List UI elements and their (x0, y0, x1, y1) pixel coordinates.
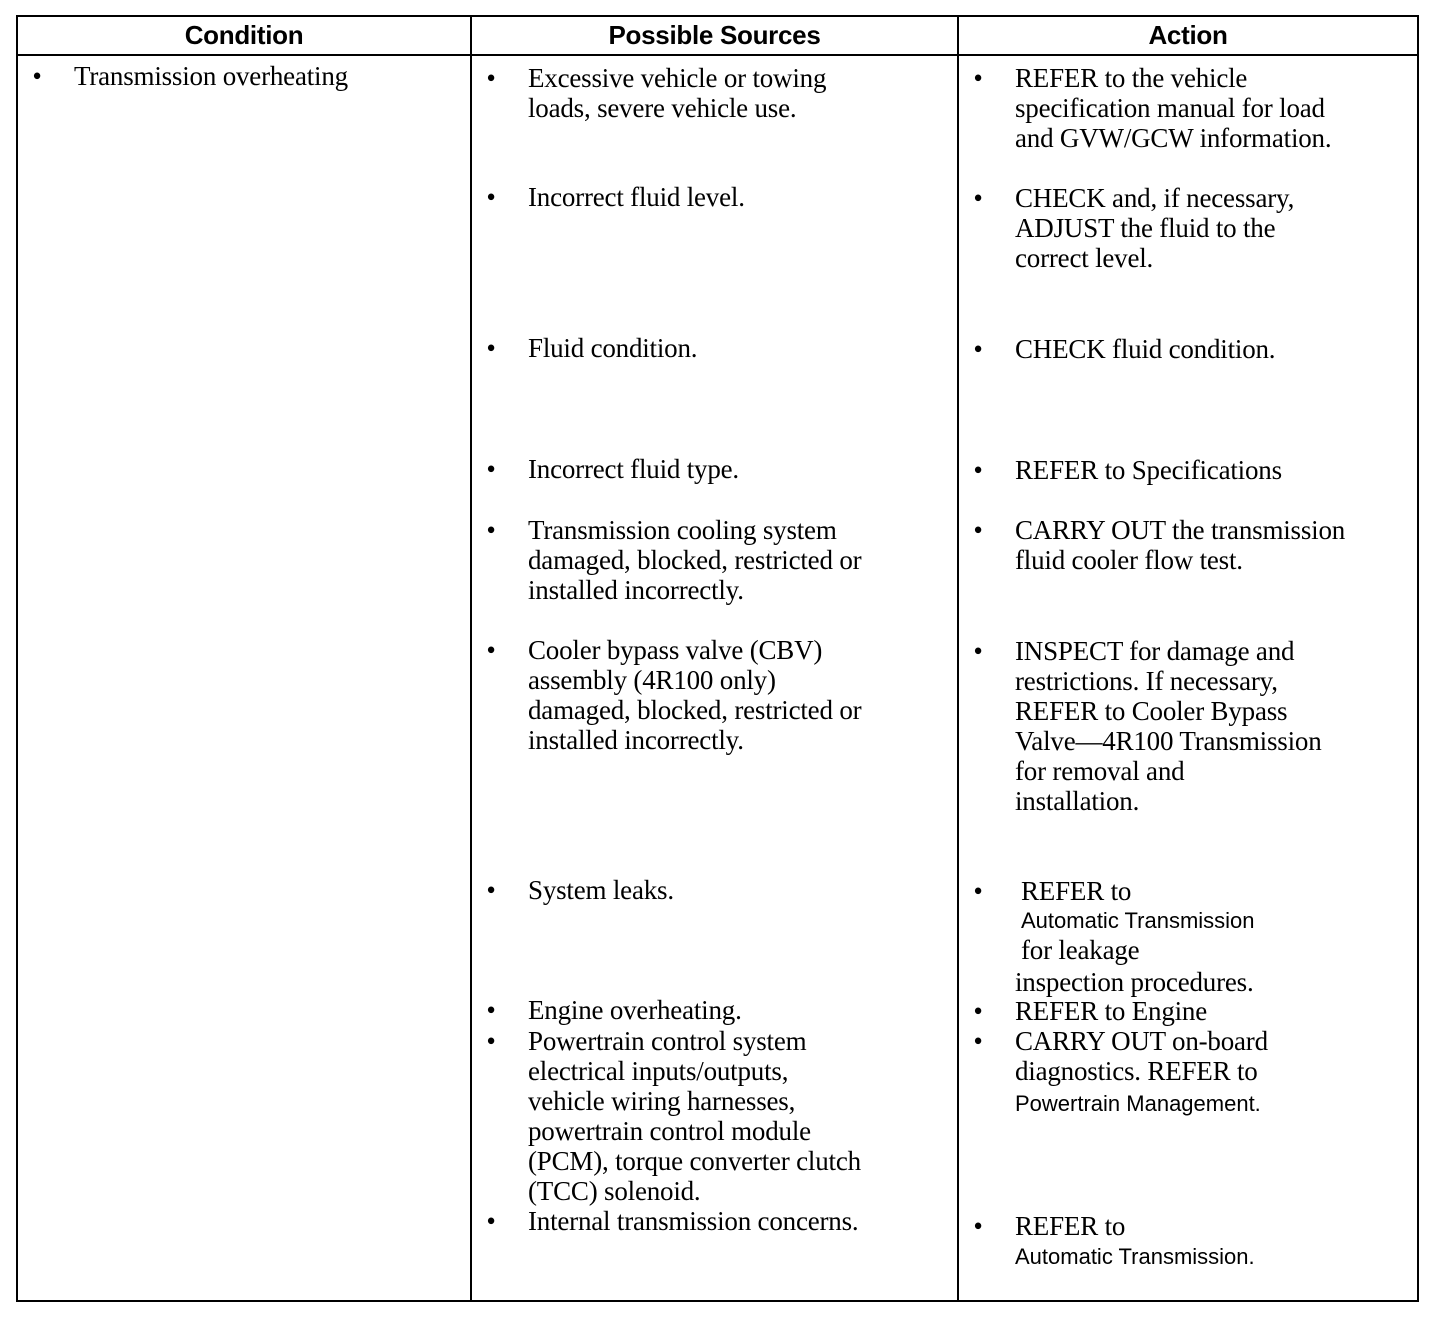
bullet-glyph: • (486, 333, 496, 363)
action-text: REFER to Specifications (1015, 455, 1282, 485)
bullet-glyph: • (486, 454, 496, 484)
source-text: Incorrect fluid type. (528, 454, 739, 484)
condition-text: Transmission overheating (74, 61, 348, 91)
bullet-glyph: • (486, 182, 496, 212)
action-reference-link[interactable]: Powertrain Management. (1015, 1091, 1261, 1116)
action-text: CHECK and, if necessary, ADJUST the fluid to the correct level. (1015, 183, 1295, 273)
bullet-glyph: • (486, 995, 496, 1025)
bullet-glyph: • (973, 876, 983, 906)
action-text: REFER to (1021, 876, 1132, 906)
action-text: REFER to Engine (1015, 996, 1207, 1026)
action-text: REFER to (1015, 1211, 1126, 1241)
action-reference-link[interactable]: Automatic Transmission (1021, 908, 1255, 933)
column-divider (957, 15, 959, 1302)
source-text: Incorrect fluid level. (528, 182, 745, 212)
action-reference-link[interactable]: Automatic Transmission. (1015, 1244, 1255, 1269)
bullet-glyph: • (486, 1206, 496, 1236)
source-text: System leaks. (528, 875, 674, 905)
bullet-glyph: • (486, 1026, 496, 1056)
bullet-glyph: • (486, 875, 496, 905)
source-text: Engine overheating. (528, 995, 742, 1025)
source-text: Internal transmission concerns. (528, 1206, 859, 1236)
action-text: diagnostics. REFER to (1015, 1056, 1258, 1086)
bullet-glyph: • (973, 183, 983, 213)
source-text: Fluid condition. (528, 333, 698, 363)
action-text: INSPECT for damage and restrictions. If necessary, REFER to Cooler Bypass Valve—4R100 Transmission for removal and installation. (1015, 636, 1322, 816)
source-text: Excessive vehicle or towing loads, severe vehicle use. (528, 63, 827, 123)
bullet-glyph: • (973, 515, 983, 545)
action-text: inspection procedures. (1015, 967, 1254, 997)
action-text: CARRY OUT the transmission fluid cooler flow test. (1015, 515, 1346, 575)
bullet-glyph: • (973, 1211, 983, 1241)
bullet-glyph: • (973, 996, 983, 1026)
header-action: Action (1148, 19, 1228, 50)
header-divider (16, 54, 1419, 56)
header-condition: Condition (184, 19, 304, 50)
bullet-glyph: • (973, 1026, 983, 1056)
action-text: REFER to the vehicle specification manual for load and GVW/GCW information. (1015, 63, 1332, 153)
bullet-glyph: • (973, 334, 983, 364)
source-text: Powertrain control system electrical inputs/outputs, vehicle wiring harnesses, powertrain control module (PCM), torque converter clutch (TCC) solenoid. (528, 1026, 861, 1206)
source-text: Cooler bypass valve (CBV) assembly (4R100 only) damaged, blocked, restricted or installed incorrectly. (528, 635, 862, 755)
column-divider (470, 15, 472, 1302)
bullet-glyph: • (973, 636, 983, 666)
header-possible-sources: Possible Sources (608, 19, 821, 50)
bullet-glyph: • (973, 455, 983, 485)
source-text: Transmission cooling system damaged, blocked, restricted or installed incorrectly. (528, 515, 862, 605)
action-text: CARRY OUT on-board (1015, 1026, 1268, 1056)
bullet-glyph: • (32, 61, 42, 91)
bullet-glyph: • (973, 63, 983, 93)
action-text: CHECK fluid condition. (1015, 334, 1276, 364)
bullet-glyph: • (486, 635, 496, 665)
bullet-glyph: • (486, 515, 496, 545)
bullet-glyph: • (486, 63, 496, 93)
action-text: for leakage (1021, 935, 1140, 965)
